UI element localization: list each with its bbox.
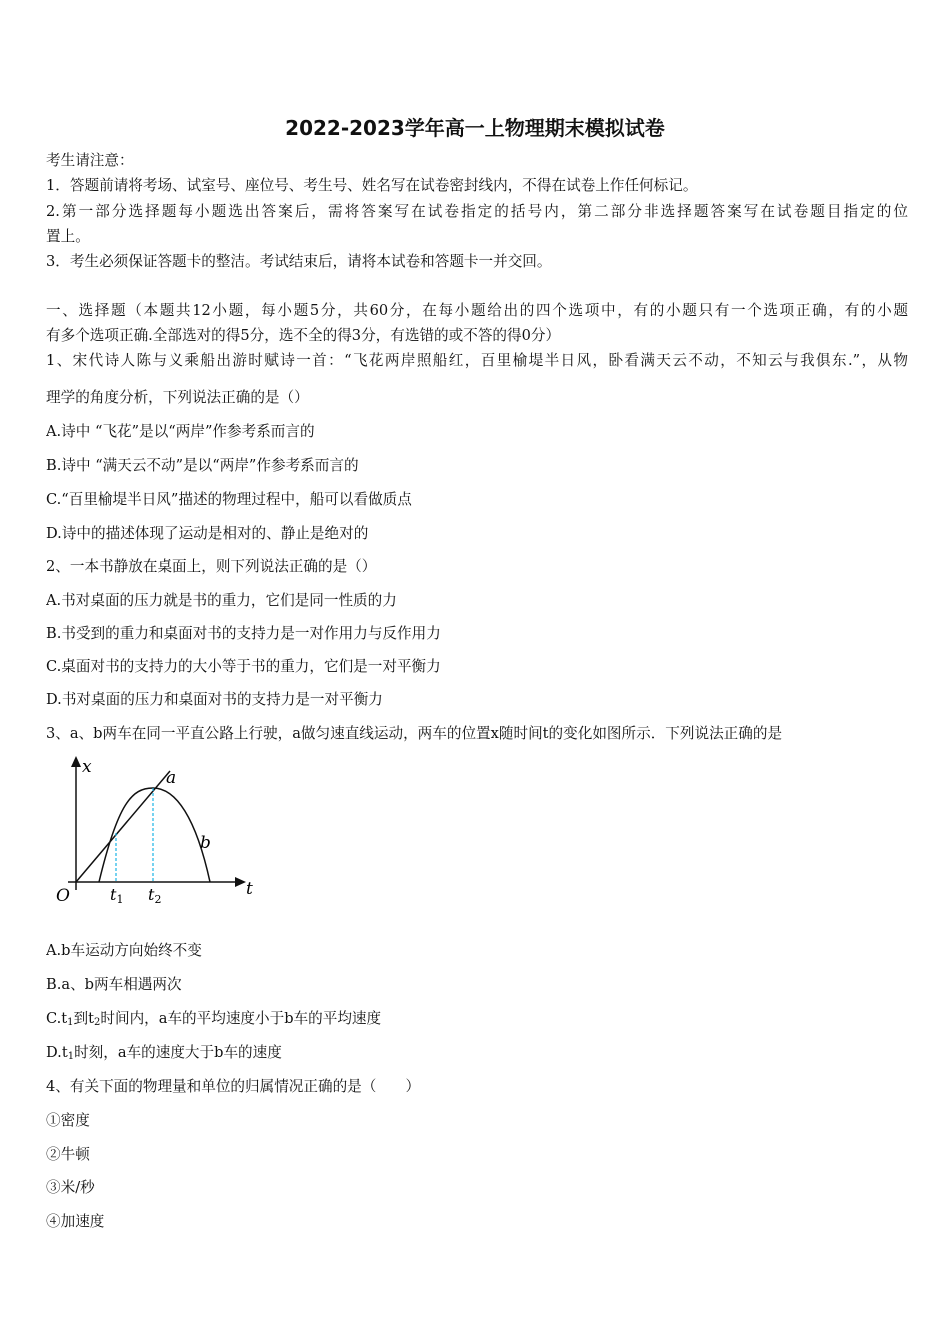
question-1-stem-line2: 理学的角度分析，下列说法正确的是（） bbox=[46, 389, 309, 406]
question-4-item-3: ③米/秒 bbox=[46, 1179, 95, 1196]
question-1-option-b: B.诗中 “满天云不动”是以“两岸”作参考系而言的 bbox=[46, 457, 359, 474]
y-axis-label: x bbox=[82, 757, 92, 777]
question-3-option-a: A.b车运动方向始终不变 bbox=[46, 942, 202, 959]
question-4-item-4: ④加速度 bbox=[46, 1213, 105, 1230]
question-3-option-b: B.a、b两车相遇两次 bbox=[46, 976, 182, 993]
question-1-option-a: A.诗中 “飞花”是以“两岸”作参考系而言的 bbox=[46, 423, 315, 440]
question-3-option-c: $C.t_1$到$t_2$时间内，a车的平均速度小于b车的平均速度 bbox=[46, 1010, 382, 1028]
question-4-item-2: ②牛顿 bbox=[46, 1146, 90, 1163]
x-axis-label: t bbox=[246, 879, 253, 899]
question-2-option-a: A.书对桌面的压力就是书的重力，它们是同一性质的力 bbox=[46, 592, 397, 609]
question-3-stem: 3、a、b两车在同一平直公路上行驶，a做匀速直线运动，两车的位置x随时间t的变化如图所示．下列说法正确的是 bbox=[46, 725, 783, 742]
question-2-option-b: B.书受到的重力和桌面对书的支持力是一对作用力与反作用力 bbox=[46, 625, 441, 642]
notice-item-1: 1．答题前请将考场、试室号、座位号、考生号、姓名写在试卷密封线内，不得在试卷上作任何标记。 bbox=[46, 177, 698, 194]
notice-item-2: 2.第一部分选择题每小题选出答案后，需将答案写在试卷指定的括号内，第二部分非选择题答案写在试卷题目指定的位 bbox=[46, 203, 908, 220]
section-instructions-line2: 有多个选项正确.全部选对的得5分，选不全的得3分，有选错的或不答的得0分） bbox=[46, 327, 561, 344]
origin-label: O bbox=[56, 886, 70, 906]
question-4-stem: 4、有关下面的物理量和单位的归属情况正确的是（ ） bbox=[46, 1078, 421, 1095]
question-2-option-d: D.书对桌面的压力和桌面对书的支持力是一对平衡力 bbox=[46, 691, 383, 708]
section-instructions-line1: 一、选择题（本题共12小题，每小题5分，共60分，在每小题给出的四个选项中，有的小题只有一个选项正确，有的小题 bbox=[46, 302, 908, 319]
t1-label: t1 bbox=[110, 885, 124, 906]
y-axis-arrow bbox=[71, 756, 81, 767]
question-2-option-c: C.桌面对书的支持力的大小等于书的重力，它们是一对平衡力 bbox=[46, 658, 441, 675]
notice-item-2-cont: 置上。 bbox=[46, 228, 90, 245]
question-3-option-d: $D.t_1$时刻，a车的速度大于b车的速度 bbox=[46, 1044, 282, 1062]
x-axis-arrow bbox=[235, 877, 246, 887]
page-title: 2022-2023学年高一上物理期末模拟试卷 bbox=[285, 116, 665, 140]
notice-heading: 考生请注意： bbox=[46, 152, 134, 169]
notice-item-3: 3．考生必须保证答题卡的整洁。考试结束后，请将本试卷和答题卡一并交回。 bbox=[46, 253, 552, 270]
question-1-option-c: C.“百里榆堤半日风”描述的物理过程中，船可以看做质点 bbox=[46, 491, 412, 508]
line-a-label: a bbox=[166, 768, 177, 788]
question-4-item-1: ①密度 bbox=[46, 1112, 90, 1129]
t2-label: t2 bbox=[148, 885, 162, 906]
question-1-stem-line1: 1、宋代诗人陈与义乘船出游时赋诗一首：“飞花两岸照船红，百里榆堤半日风，卧看满天云不动，不知云与我俱东.”，从物 bbox=[46, 352, 908, 369]
question-2-stem: 2、一本书静放在桌面上，则下列说法正确的是（） bbox=[46, 558, 377, 575]
question-1-option-d: D.诗中的描述体现了运动是相对的、静止是绝对的 bbox=[46, 525, 369, 542]
position-time-graph bbox=[46, 748, 261, 910]
curve-b-label: b bbox=[200, 833, 211, 853]
